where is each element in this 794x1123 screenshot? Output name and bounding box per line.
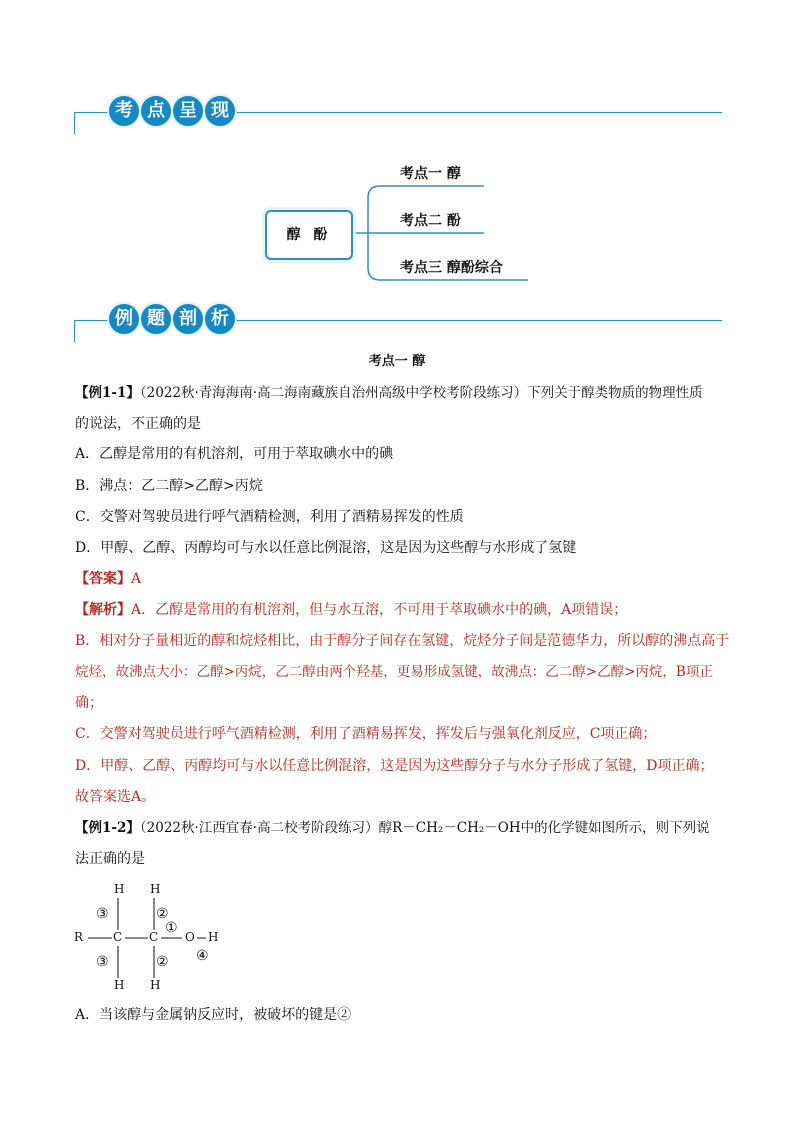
example2-source-line2: 法正确的是 (75, 851, 145, 867)
atom-h: H (114, 882, 125, 896)
bond-label-4: ④ (196, 948, 209, 964)
section1-title-char: 呈 (173, 96, 203, 126)
molecule-diagram (70, 878, 230, 994)
answer-value: A (131, 571, 142, 587)
example1-option-d: D．甲醇、乙醇、丙醇均可与水以任意比例混溶，这是因为这些醇与水形成了氢键 (75, 540, 577, 556)
atom-c1: C (113, 930, 123, 944)
answer-label: 【答案】 (75, 571, 131, 587)
mindmap-branch-1: 考点一 醇 (400, 166, 461, 182)
example1-source-line2: 的说法，不正确的是 (75, 416, 201, 432)
mindmap-branch-2: 考点二 酚 (400, 213, 461, 229)
example2-tag: 【例1-2】 (75, 820, 140, 836)
analysis-line-1 (75, 600, 627, 620)
example2-option-a: A．当该醇与金属钠反应时，被破坏的键是② (75, 1007, 352, 1023)
example1-option-c: C．交警对驾驶员进行呼气酒精检测，利用了酒精易挥发的性质 (75, 509, 464, 525)
example1-tag: 【例1-1】 (75, 385, 140, 401)
mindmap-branch-3: 考点三 醇酚综合 (400, 260, 503, 276)
analysis-line-6: D．甲醇、乙醇、丙醇均可与水以任意比例混溶，这是因为这些醇分子与水分子形成了氢键，D项正确； (75, 758, 714, 774)
analysis-text: A．乙醇是常用的有机溶剂，但与水互溶，不可用于萃取碘水中的碘，A项错误； (131, 602, 628, 618)
analysis-line-2: B．相对分子量相近的醇和烷烃相比，由于醇分子间存在氢键，烷烃分子间是范德华力，所以醇的沸点高于 (75, 633, 730, 649)
bond-label-3: ③ (96, 906, 109, 922)
example2-source-line1 (75, 818, 710, 838)
section1-title (109, 96, 237, 126)
analysis-line-5: C．交警对驾驶员进行呼气酒精检测，利用了酒精易挥发，挥发后与强氧化剂反应，C项正确； (75, 726, 657, 742)
section2-title (109, 304, 237, 334)
atom-h: H (208, 930, 219, 944)
section2-title-char: 剖 (173, 304, 203, 334)
section1-title-char: 考 (109, 96, 139, 126)
bond-label-1: ① (165, 920, 178, 936)
analysis-label: 【解析】 (75, 602, 131, 618)
atom-h: H (150, 978, 161, 992)
bond-label-3: ③ (96, 954, 109, 970)
analysis-line-3: 烷烃，故沸点大小：乙醇>丙烷，乙二醇由两个羟基，更易形成氢键，故沸点：乙二醇>乙醇>丙烷，B项正 (75, 664, 713, 680)
mindmap-root: 醇 酚 (265, 210, 353, 260)
section1-tick (74, 112, 75, 134)
atom-r: R (74, 930, 84, 944)
bond-label-2: ② (156, 906, 169, 922)
section2-tick (74, 320, 75, 342)
section2-title-char: 题 (141, 304, 171, 334)
analysis-line-4: 确； (75, 695, 103, 711)
example1-option-a: A．乙醇是常用的有机溶剂，可用于萃取碘水中的碘 (75, 446, 394, 462)
atom-o: O (185, 930, 195, 944)
section2-title-char: 析 (205, 304, 235, 334)
atom-h: H (114, 978, 125, 992)
section2-title-char: 例 (109, 304, 139, 334)
example2-source: （2022秋·江西宜春·高二校考阶段练习）醇R－CH₂－CH₂－OH中的化学键如图所示，则下列说 (139, 820, 710, 836)
bond-label-2: ② (156, 954, 169, 970)
example1-source: （2022秋·青海海南·高二海南藏族自治州高级中学校考阶段练习）下列关于醇类物质的物理性质 (139, 385, 703, 401)
analysis-line-7: 故答案选A。 (75, 789, 156, 805)
topic-heading: 考点一 醇 (368, 354, 426, 369)
atom-c2: C (149, 930, 159, 944)
section1-title-char: 点 (141, 96, 171, 126)
example1-option-b: B．沸点：乙二醇>乙醇>丙烷 (75, 478, 263, 494)
atom-h: H (150, 882, 161, 896)
example1-source-line1 (75, 383, 703, 403)
example1-answer (75, 569, 141, 589)
section1-title-char: 现 (205, 96, 235, 126)
